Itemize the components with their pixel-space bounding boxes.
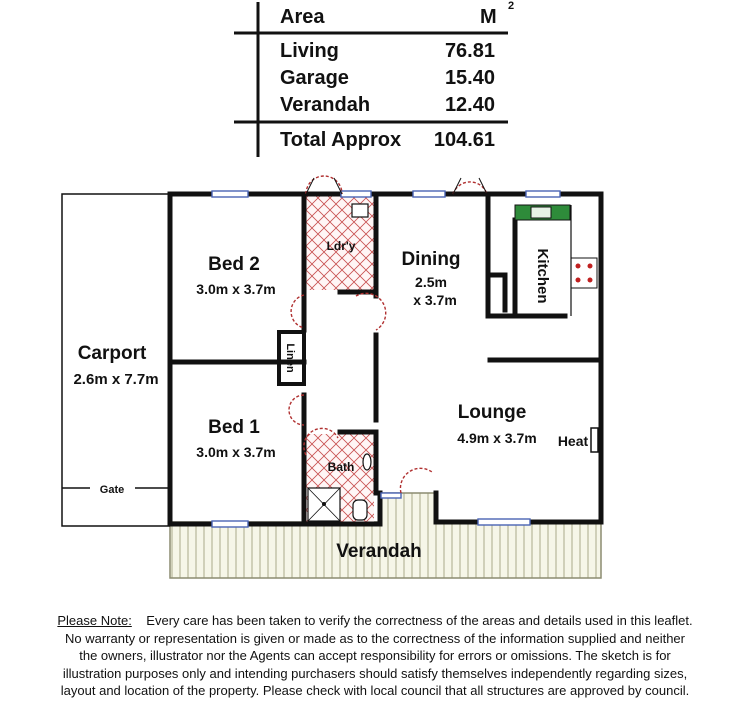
room-name-bath: Bath [327, 460, 355, 474]
disclaimer-text: Every care has been taken to verify the correctness of the areas and details used in this leaflet. [146, 613, 693, 628]
room-name-bed2: Bed 2 [208, 254, 260, 275]
kitchen-bench [515, 205, 597, 316]
room-name-linen: Linen [284, 343, 296, 373]
room-name-kitchen: Kitchen [534, 248, 551, 304]
area-table [234, 0, 514, 157]
area-header-unit: M [480, 6, 497, 28]
area-row-label: Garage [280, 67, 349, 89]
gate-label: Gate [99, 484, 125, 496]
toilet-icon [353, 500, 367, 520]
area-header-label: Area [280, 6, 325, 28]
room-name-dining: Dining [401, 249, 461, 270]
disclaimer-lead: Please Note: [57, 613, 132, 628]
room-size-carport: 2.6m x 7.7m [73, 371, 159, 388]
room-size-dining-line2: x 3.7m [413, 292, 457, 308]
heater-icon [591, 428, 598, 452]
cooktop [571, 258, 597, 288]
area-total-value: 104.61 [433, 129, 495, 151]
room-name-bed1: Bed 1 [208, 417, 260, 438]
disclaimer-line: No warranty or representation is given or made as to the correctness of the information supplied and neither [64, 630, 685, 646]
room-size-dining-line1: 2.5m [415, 274, 447, 290]
area-row-value: 76.81 [444, 40, 495, 62]
area-row-value: 12.40 [444, 94, 495, 116]
heater-label: Heat [557, 433, 589, 449]
verandah [170, 493, 601, 578]
room-size-bed1: 3.0m x 3.7m [196, 444, 276, 460]
basin-icon [363, 454, 371, 470]
area-header-unit-sup: 2 [508, 0, 515, 12]
disclaimer-line: the owners, illustrator nor the Agents can accept responsibility for errors or omissions. The sketch is for [79, 648, 671, 663]
room-size-bed2: 3.0m x 3.7m [196, 281, 276, 297]
room-name-carport: Carport [77, 343, 147, 364]
room-name-lounge: Lounge [457, 402, 527, 423]
disclaimer-line [0, 612, 750, 630]
disclaimer-line: layout and location of the property. Please check with local council that all structures are approved by council. [60, 683, 690, 698]
room-name-laundry: Ldr'y [326, 239, 356, 253]
walls [170, 194, 601, 524]
disclaimer-line: illustration purposes only and intending purchasers should satisfy themselves independently regarding sizes, [62, 665, 688, 681]
area-row-label: Verandah [280, 94, 371, 116]
room-size-lounge: 4.9m x 3.7m [457, 430, 537, 446]
disclaimer [0, 612, 750, 700]
area-row-label: Living [280, 40, 339, 62]
area-row-value: 15.40 [444, 67, 495, 89]
room-name-verandah: Verandah [336, 541, 422, 562]
laundry-tub [352, 204, 368, 217]
area-total-label: Total Approx [280, 129, 402, 151]
